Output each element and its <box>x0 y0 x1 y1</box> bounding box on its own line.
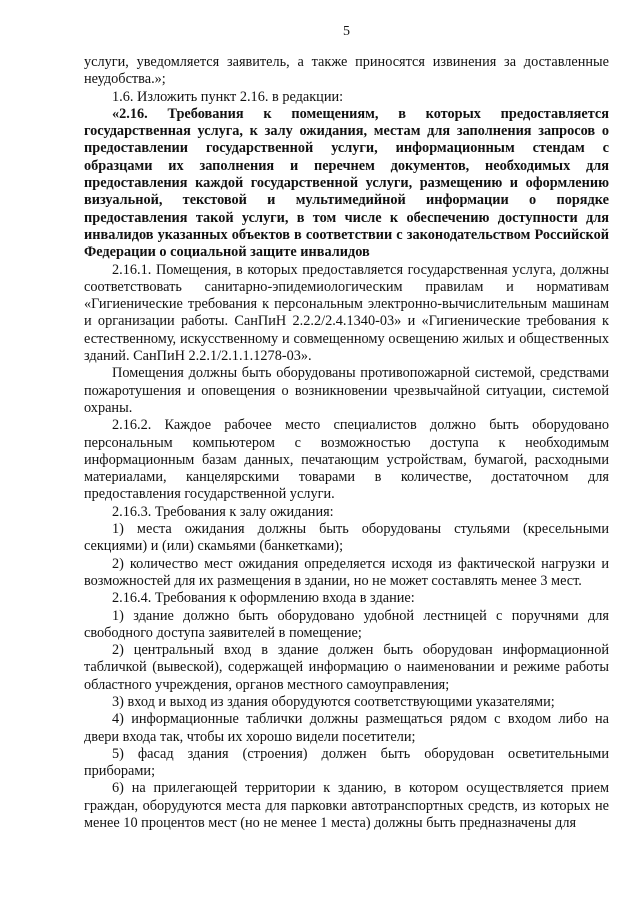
document-body <box>84 54 609 832</box>
paragraph: 6) на прилегающей территории к зданию, в котором осуществляется прием граждан, оборудуются места для парковки автотранспортных средств, из которых не менее 10 процентов мест (но не менее 1 места) должны быть предназначены для <box>84 780 609 832</box>
paragraph: 2.16.4. Требования к оформлению входа в здание: <box>112 590 415 607</box>
paragraph: 2.16.1. Помещения, в которых предоставляется государственная услуга, должны соответствовать санитарно-эпидемиологическим правилам и нормативам «Гигиенические требования к персональным электронно-вычислительным машинам и организации работы. СанПиН 2.2.2/2.4.1340-03» и «Гигиенические требования к естественному, искусственному и совмещенному освещению жилых и общественных зданий. СанПиН 2.2.1/2.1.1.1278-03». <box>84 261 609 365</box>
paragraph: 1) места ожидания должны быть оборудованы стульями (кресельными секциями) и (или) скамьями (банкетками); <box>84 521 609 555</box>
paragraph: 2) центральный вход в здание должен быть оборудован информационной табличкой (вывеской), содержащей информацию о наименовании и режиме работы областного учреждения, органов местного самоуправления; <box>84 642 609 693</box>
paragraph: 4) информационные таблички должны размещаться рядом с входом либо на двери входа так, чтобы их хорошо видели посетители; <box>84 711 609 745</box>
paragraph: 1) здание должно быть оборудовано удобной лестницей с поручнями для свободного доступа заявителей в помещение; <box>84 607 609 641</box>
paragraph: 3) вход и выход из здания оборудуются соответствующими указателями; <box>112 693 555 710</box>
page-number: 5 <box>343 24 350 39</box>
paragraph: 2.16.3. Требования к залу ожидания: <box>112 503 334 520</box>
paragraph: услуги, уведомляется заявитель, а также приносятся извинения за доставленные неудобства.»; <box>84 54 609 88</box>
paragraph: 2.16.2. Каждое рабочее место специалистов должно быть оборудовано персональным компьютером с возможностью доступа к необходимым информационным базам данных, печатающим устройствам, бумагой, расходными материалами, канцелярскими товарами в количестве, достаточном для предоставления государственной услуги. <box>84 417 609 503</box>
section-heading: «2.16. Требования к помещениям, в которых предоставляется государственная услуга, к залу ожидания, местам для заполнения запросов о предоставлении государственной услуги, информационным стендам с образцами их заполнения и перечнем документов, необходимых для предоставления каждой государственной услуги, размещению и оформлению визуальной, текстовой и мультимедийной информации о порядке предоставления такой услуги, в том числе к обеспечению доступности для инвалидов указанных объектов в соответствии с законодательством Российской Федерации о социальной защите инвалидов <box>84 105 609 261</box>
document-page <box>84 24 609 832</box>
paragraph: Помещения должны быть оборудованы противопожарной системой, средствами пожаротушения и оповещения о возникновении чрезвычайной ситуации, системой охраны. <box>84 365 609 416</box>
paragraph: 1.6. Изложить пункт 2.16. в редакции: <box>112 88 344 105</box>
paragraph: 2) количество мест ожидания определяется исходя из фактической нагрузки и возможностей для их размещения в здании, но не может составлять менее 3 мест. <box>84 555 609 589</box>
paragraph: 5) фасад здания (строения) должен быть оборудован осветительными приборами; <box>84 745 609 780</box>
